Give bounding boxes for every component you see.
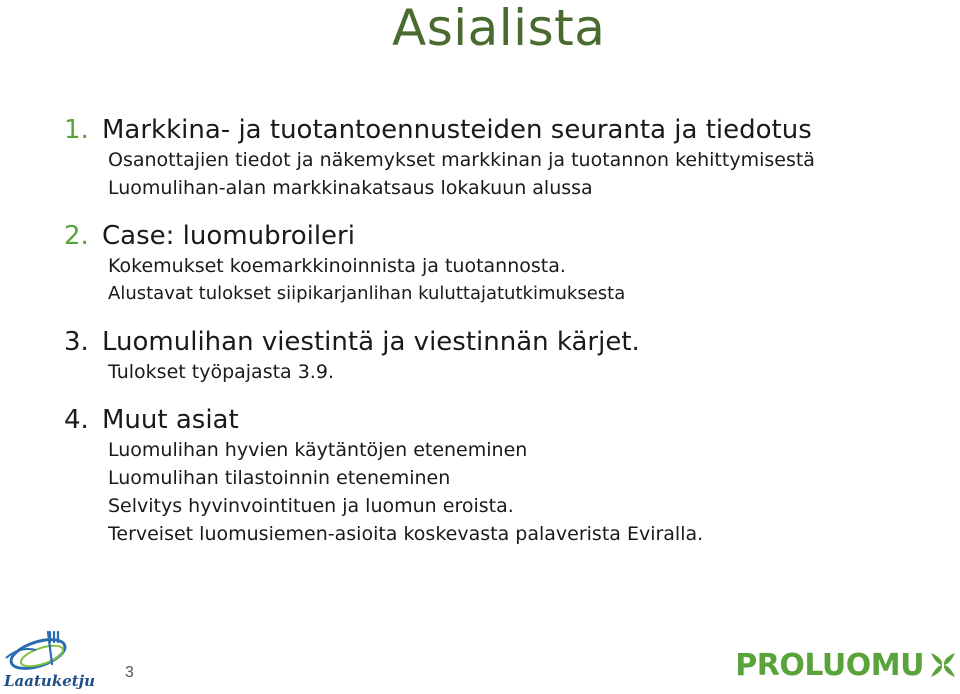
section-item: Kokemukset koemarkkinoinnista ja tuotannosta. [108,255,566,277]
agenda-section-3 [64,326,944,386]
section-header [64,404,944,436]
proluomu-logo-pro: PRO [735,647,805,683]
laatuketju-logo-icon [0,628,104,690]
agenda-section-2 [64,220,944,308]
section-item: Luomulihan hyvien käytäntöjen eteneminen [108,439,528,461]
section-heading: Markkina- ja tuotantoennusteiden seuranta ja tiedotus [102,115,812,145]
section-item: Tulokset työpajasta 3.9. [108,361,334,383]
agenda-section-4 [64,404,944,548]
leaf-x-icon [928,650,958,680]
section-header [64,114,944,146]
section-item: Alustavat tulokset siipikarjanlihan kuluttajatutkimuksesta [108,283,626,304]
section-item: Selvitys hyvinvointituen ja luomun eroista. [108,495,514,517]
section-number: 2. [64,221,89,251]
page-number: 3 [125,664,134,681]
laatuketju-logo [0,628,104,690]
agenda-list [64,114,944,566]
agenda-section-1 [64,114,944,202]
section-item: Luomulihan-alan markkinakatsaus lokakuun alussa [108,177,593,199]
section-heading: Muut asiat [102,405,239,435]
section-header [64,220,944,252]
proluomu-logo-luomu: LUOMU [804,647,924,683]
section-heading: Luomulihan viestintä ja viestinnän kärjet. [102,327,640,357]
section-item: Osanottajien tiedot ja näkemykset markkinan ja tuotannon kehittymisestä [108,149,815,171]
section-number: 4. [64,405,89,435]
section-heading: Case: luomubroileri [102,221,355,251]
laatuketju-logo-text: Laatuketju [4,672,96,690]
page-title: Asialista [392,0,606,57]
section-number: 3. [64,327,89,357]
section-item: Terveiset luomusiemen-asioita koskevasta palaverista Eviralla. [108,523,704,545]
section-header [64,326,944,358]
proluomu-logo-text [735,648,924,683]
section-number: 1. [64,115,89,145]
section-item: Luomulihan tilastoinnin eteneminen [108,467,451,489]
proluomu-logo [735,640,958,690]
